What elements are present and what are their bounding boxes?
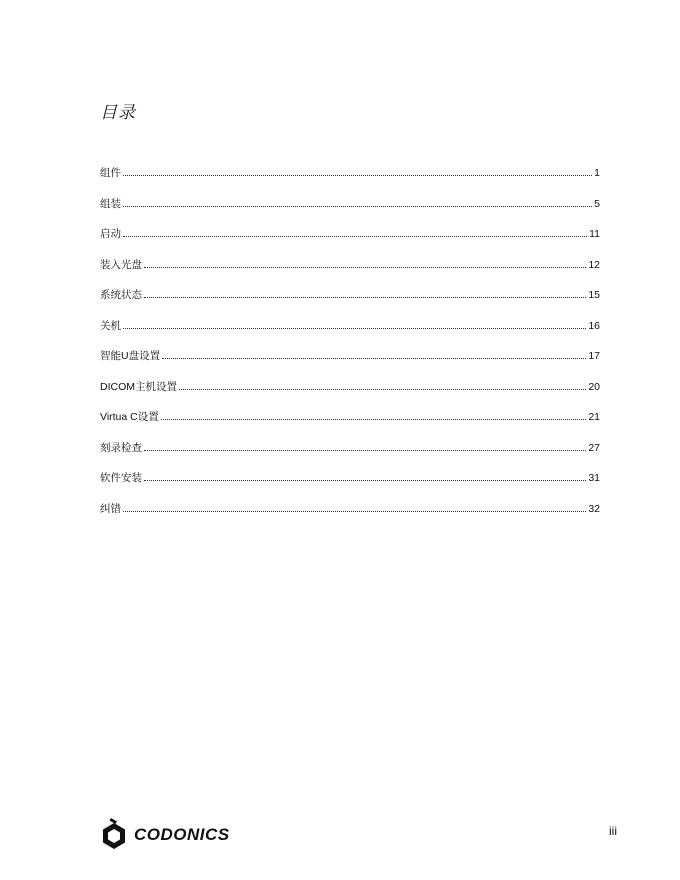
toc-entry-label: 系统状态 [100,289,142,301]
toc-entry-page: 5 [594,197,600,210]
toc-entry-label: 组装 [100,197,121,210]
toc-entry[interactable] [100,471,600,502]
toc-entry-label: 装入光盘 [100,258,142,271]
toc-dot-leader [123,327,586,329]
toc-entry[interactable] [100,227,600,258]
toc-dot-leader [161,418,587,420]
toc-entry-page: 27 [588,441,600,454]
codonics-logo-icon [100,817,128,853]
toc-entry-label: 软件安装 [100,472,142,484]
toc-entry-page: 17 [588,350,600,362]
toc-dot-leader [179,388,586,390]
toc-entry-label: 关机 [100,319,121,332]
page-title: 目录 [100,103,136,122]
toc-entry[interactable] [100,349,600,380]
page-number: iii [609,824,617,838]
toc-entry-page: 21 [588,411,600,423]
toc-entry-page: 20 [588,380,600,393]
toc-entry[interactable] [100,166,600,197]
toc-entry-page: 32 [588,502,600,515]
codonics-logo [100,817,230,853]
toc-dot-leader [144,479,586,481]
toc-entry[interactable] [100,441,600,472]
toc-entry[interactable] [100,258,600,289]
toc-entry-page: 11 [589,228,600,240]
toc-entry-label: 智能U盘设置 [100,350,161,362]
toc-entry-label: 启动 [100,228,121,240]
toc-entry-page: 1 [594,167,600,179]
toc-dot-leader [123,510,586,512]
toc-entry-label: 组件 [100,167,121,179]
toc-entry-page: 15 [588,289,600,301]
toc-entry-page: 16 [588,319,600,332]
toc-entry-label: DICOM主机设置 [100,380,177,393]
toc-entry-label: 刻录检查 [100,441,142,454]
toc-dot-leader [162,357,586,359]
table-of-contents [100,166,600,532]
toc-dot-leader [144,266,586,268]
toc-entry-label: 纠错 [100,502,121,515]
toc-dot-leader [123,235,587,237]
toc-dot-leader [144,449,586,451]
toc-entry[interactable] [100,410,600,441]
toc-dot-leader [123,205,592,207]
toc-entry-label: Virtua C设置 [100,411,159,423]
toc-entry[interactable] [100,319,600,350]
toc-entry[interactable] [100,380,600,411]
toc-dot-leader [123,174,592,176]
toc-entry-page: 12 [588,258,600,271]
toc-entry[interactable] [100,197,600,228]
toc-entry[interactable] [100,288,600,319]
toc-entry-page: 31 [588,472,600,484]
toc-entry[interactable] [100,502,600,533]
toc-dot-leader [144,296,586,298]
logo-wordmark: CODONICS [134,825,230,844]
